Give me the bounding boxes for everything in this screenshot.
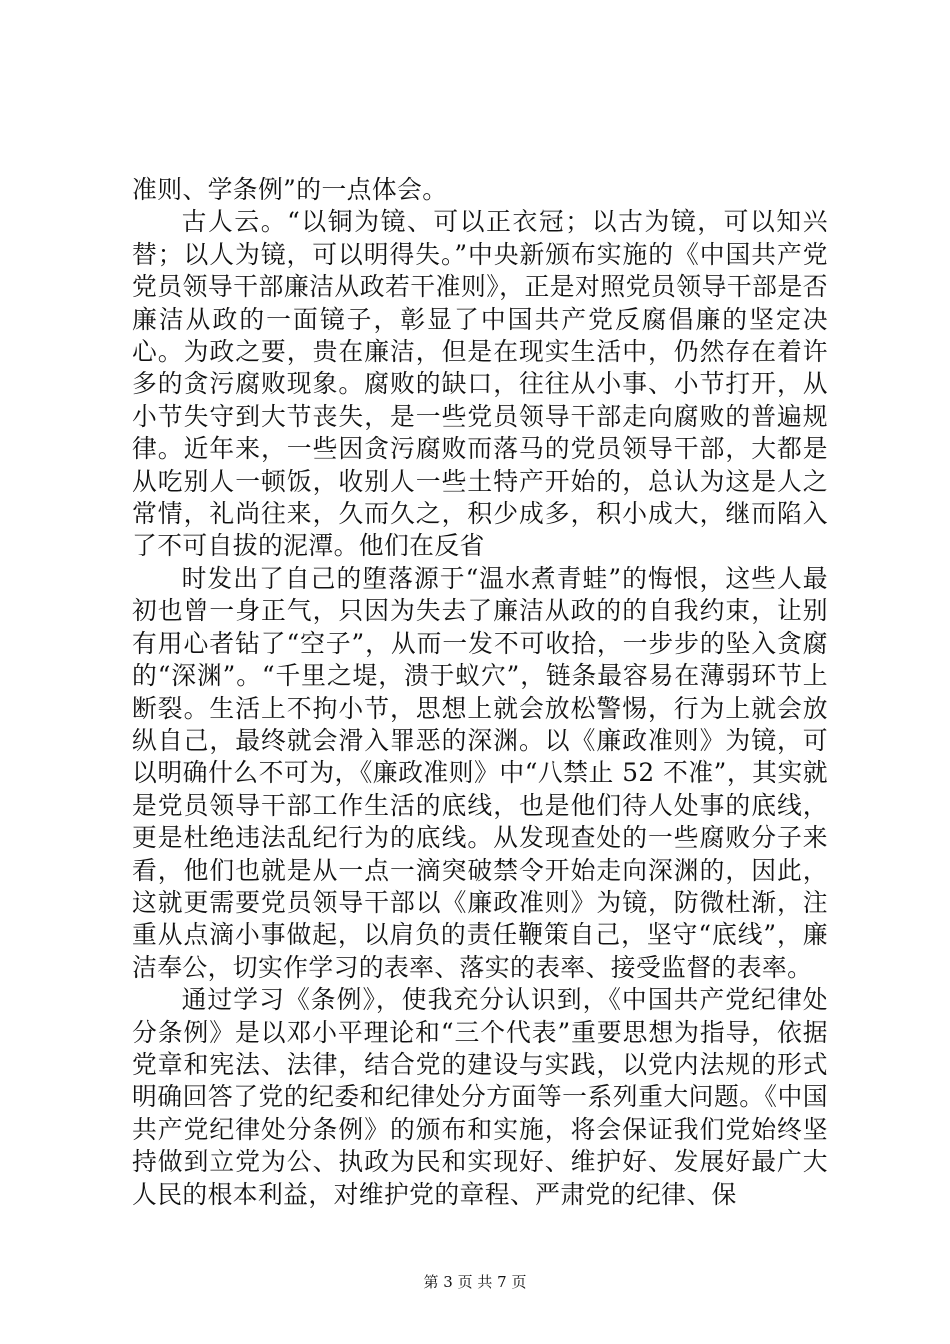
body-text	[132, 174, 828, 1211]
page-number-footer: 第 3 页 共 7 页	[423, 1273, 527, 1291]
paragraph-4: 通过学习《条例》，使我充分认识到，《中国共产党纪律处分条例》是以邓小平理论和“三个代表”重要思想为指导，依据党章和宪法、法律，结合党的建设与实践，以党内法规的形式明确回答了党的纪委和纪律处分方面等一系列重大问题。《中国共产党纪律处分条例》的颁布和实施，将会保证我们党始终坚持做到立党为公、执政为民和实现好、维护好、发展好最广大人民的根本利益，对维护党的章程、严肃党的纪律、保	[132, 985, 828, 1209]
paragraph-2: 古人云。“以铜为镜、可以正衣冠；以古为镜，可以知兴替；以人为镜，可以明得失。”中央新颁布实施的《中国共产党党员领导干部廉洁从政若干准则》，正是对照党员领导干部是否廉洁从政的一面镜子，彰显了中国共产党反腐倡廉的坚定决心。为政之要，贵在廉洁，但是在现实生活中，仍然存在着许多的贪污腐败现象。腐败的缺口，往往从小事、小节打开，从小节失守到大节丧失，是一些党员领导干部走向腐败的普遍规律。近年来，一些因贪污腐败而落马的党员领导干部，大都是从吃别人一顿饭，收别人一些土特产开始的，总认为这是人之常情，礼尚往来，久而久之，积少成多，积小成大，继而陷入了不可自拔的泥潭。他们在反省	[132, 207, 828, 561]
paragraph-1: 准则、学条例”的一点体会。	[132, 175, 448, 204]
paragraph-3: 时发出了自己的堕落源于“温水煮青蛙”的悔恨，这些人最初也曾一身正气，只因为失去了廉洁从政的的自我约束，让别有用心者钻了“空子”，从而一发不可收拾，一步步的坠入贪腐的“深渊”。“千里之堤，溃于蚁穴”，链条最容易在薄弱环节上断裂。生活上不拘小节，思想上就会放松警惕，行为上就会放纵自己，最终就会滑入罪恶的深渊。以《廉政准则》为镜，可以明确什么不可为，《廉政准则》中“八禁止 52 不准”，其实就是党员领导干部工作生活的底线，也是他们待人处事的底线，更是杜绝违法乱纪行为的底线。从发现查处的一些腐败分子来看，他们也就是从一点一滴突破禁令开始走向深渊的，因此，这就更需要党员领导干部以《廉政准则》为镜，防微杜渐，注重从点滴小事做起，以肩负的责任鞭策自己，坚守“底线”，廉洁奉公，切实作学习的表率、落实的表率、接受监督的表率。	[132, 563, 828, 982]
